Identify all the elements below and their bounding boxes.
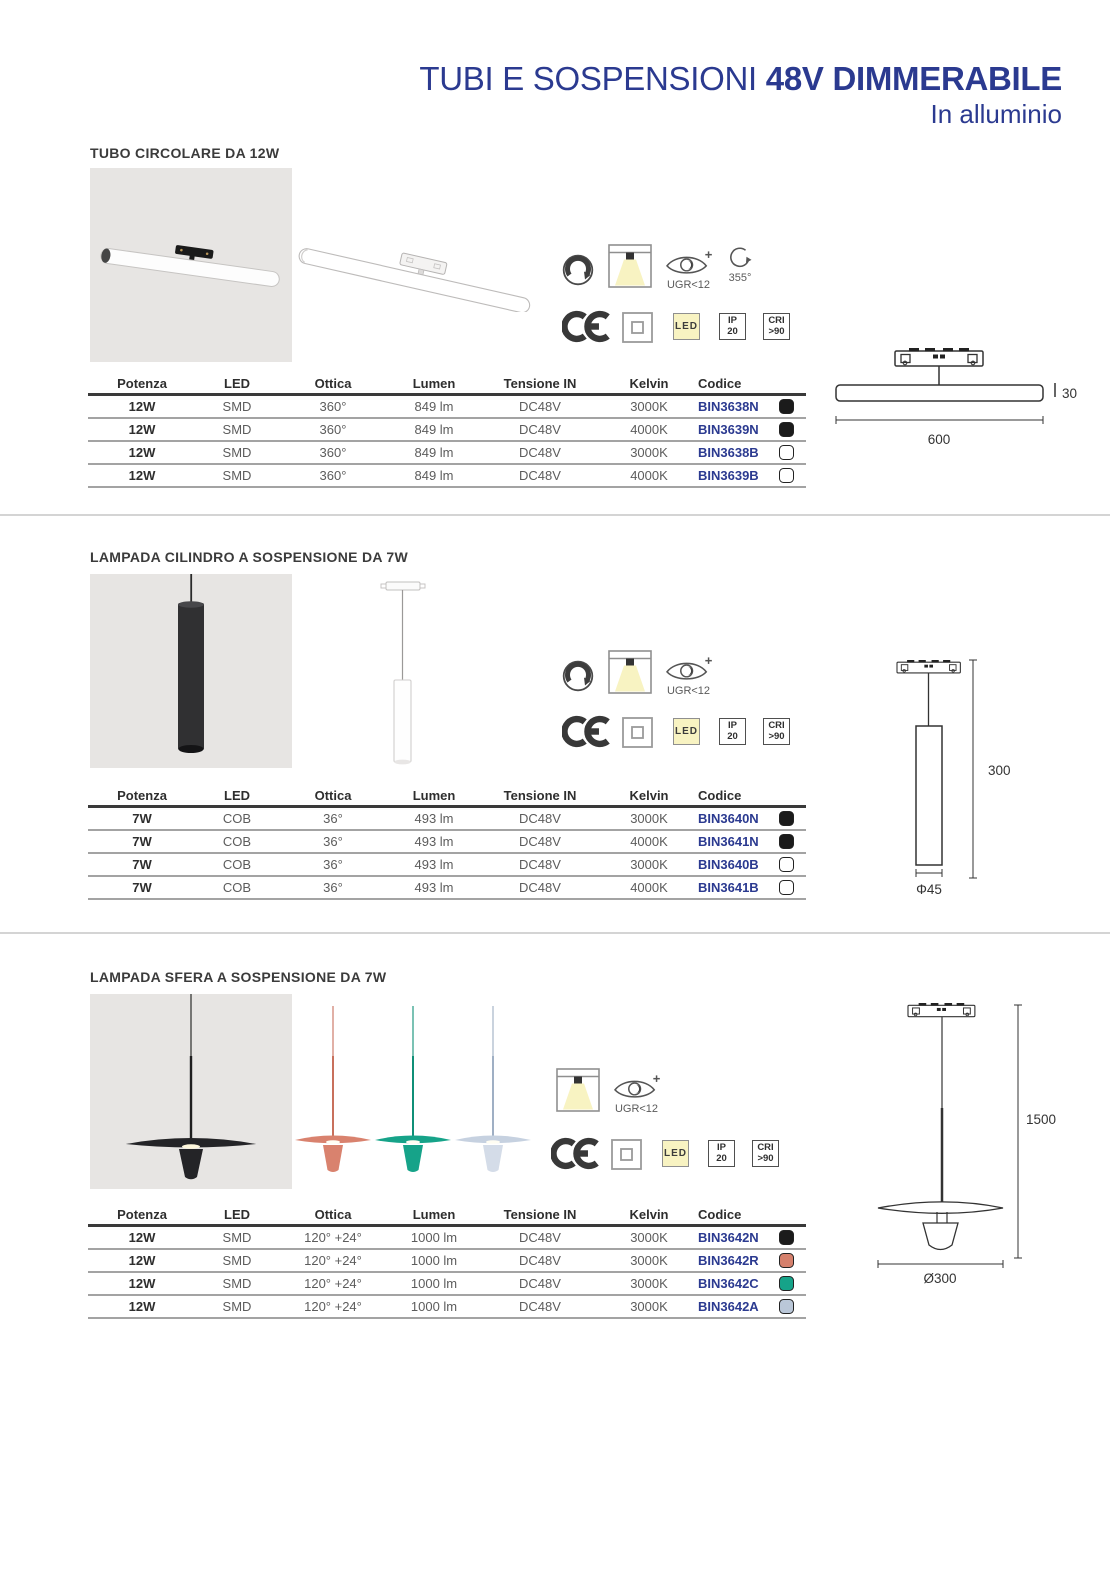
table-row [88, 1296, 806, 1319]
section-heading-tubo: TUBO CIRCOLARE DA 12W [90, 145, 280, 161]
cell-tensione: DC48V [519, 1253, 561, 1268]
product-photo-tube-black [90, 168, 292, 362]
cell-ottica: 36° [323, 834, 343, 849]
downlight-beam-icon [608, 650, 652, 694]
tech-drawing-tube [828, 338, 1080, 453]
cell-ottica: 120° +24° [304, 1253, 362, 1268]
col-lumen: Lumen [412, 375, 456, 391]
feature-icons-row1-s1 [562, 244, 752, 291]
product-photo-disc-black [90, 994, 292, 1189]
col-kelvin: Kelvin [629, 787, 669, 803]
col-ottica: Ottica [314, 787, 352, 803]
table-row [88, 1227, 806, 1250]
color-swatch-cell [766, 1253, 806, 1268]
page-title-regular: TUBI E SOSPENSIONI [419, 60, 766, 97]
table-row [88, 808, 806, 831]
ip-badge-bottom: 20 [727, 730, 738, 742]
cell-lumen: 1000 lm [410, 1276, 458, 1291]
color-swatch [779, 1299, 794, 1314]
table-header-row [88, 373, 806, 396]
cell-lumen: 849 lm [414, 399, 454, 414]
cell-codice: BIN3642N [698, 1230, 759, 1245]
table-row [88, 877, 806, 900]
table-row [88, 854, 806, 877]
section-divider [0, 932, 1110, 934]
cell-lumen: 493 lm [414, 834, 454, 849]
tech-drawing-pendant [866, 998, 1056, 1298]
page-header [419, 60, 1062, 128]
dimmable-icon [562, 254, 594, 286]
pendant-coral [295, 1006, 371, 1172]
cell-lumen: 493 lm [414, 880, 454, 895]
color-swatch-cell [766, 1276, 806, 1291]
col-ottica: Ottica [314, 375, 352, 391]
led-badge [662, 1140, 689, 1167]
product-photo-cylinder-black [90, 574, 292, 768]
surface-mount-icon [611, 1139, 642, 1175]
cell-codice: BIN3642R [698, 1253, 759, 1268]
cell-kelvin: 3000K [630, 1230, 668, 1245]
cell-codice: BIN3642C [698, 1276, 759, 1291]
cell-codice: BIN3639N [698, 422, 759, 437]
cell-kelvin: 4000K [630, 468, 668, 483]
tech-drawing-cylinder [880, 648, 1025, 900]
color-swatch [779, 834, 794, 849]
cell-ottica: 360° [319, 445, 347, 460]
cell-potenza: 12W [128, 422, 156, 437]
led-badge [673, 313, 700, 340]
cell-codice: BIN3638N [698, 399, 759, 414]
dim-width-3: Ø300 [923, 1271, 957, 1286]
color-swatch-cell [766, 811, 806, 826]
col-ottica: Ottica [314, 1206, 352, 1222]
color-swatch [779, 445, 794, 460]
ip20-badge [719, 718, 746, 745]
table-row [88, 396, 806, 419]
color-swatch-cell [766, 880, 806, 895]
table-header-row [88, 785, 806, 808]
cri-badge-bottom: >90 [768, 730, 785, 742]
cell-kelvin: 3000K [630, 445, 668, 460]
feature-icons-row1-s3 [556, 1068, 660, 1115]
cell-potenza: 12W [128, 1276, 156, 1291]
cell-led: COB [222, 880, 252, 895]
cert-icons-row-s2 [562, 714, 790, 754]
cell-tensione: DC48V [519, 468, 561, 483]
ce-mark-icon [562, 714, 612, 754]
cell-kelvin: 3000K [630, 399, 668, 414]
color-swatch [779, 880, 794, 895]
cell-potenza: 7W [132, 811, 152, 826]
col-tensione: Tensione IN [503, 375, 577, 391]
color-swatch [779, 811, 794, 826]
dimmable-icon [562, 660, 594, 692]
cell-codice: BIN3639B [698, 468, 759, 483]
cell-lumen: 493 lm [414, 811, 454, 826]
ugr-eye-icon [613, 1074, 660, 1115]
rotation-icon [728, 247, 752, 284]
cell-potenza: 7W [132, 880, 152, 895]
cri-badge [763, 718, 790, 745]
surface-mount-icon [622, 717, 653, 753]
color-swatch-cell [766, 1230, 806, 1245]
cell-potenza: 12W [128, 1299, 156, 1314]
product-photo-tube-white [296, 236, 546, 312]
cell-led: COB [222, 857, 252, 872]
cell-codice: BIN3642A [698, 1299, 759, 1314]
ugr-label: UGR<12 [666, 685, 711, 697]
col-led: LED [224, 1206, 250, 1222]
color-swatch-cell [766, 857, 806, 872]
cert-icons-row-s1 [562, 309, 790, 349]
section-divider [0, 514, 1110, 516]
table-row [88, 442, 806, 465]
ip-badge-top: IP [728, 719, 737, 731]
col-potenza: Potenza [117, 1206, 167, 1222]
ugr-eye-icon [665, 250, 712, 291]
color-swatch-cell [766, 399, 806, 414]
cell-potenza: 12W [128, 1253, 156, 1268]
cell-kelvin: 3000K [630, 1253, 668, 1268]
color-swatch-cell [766, 1299, 806, 1314]
table-row [88, 1273, 806, 1296]
cell-led: SMD [222, 1299, 252, 1314]
cell-potenza: 12W [128, 468, 156, 483]
cri-badge-bottom: >90 [757, 1152, 774, 1164]
col-kelvin: Kelvin [629, 1206, 669, 1222]
page-subtitle: In alluminio [930, 99, 1062, 129]
pendant-teal [375, 1006, 451, 1172]
led-badge-label: LED [675, 320, 698, 332]
cell-codice: BIN3641N [698, 834, 759, 849]
feature-icons-row1-s2 [562, 650, 712, 697]
col-tensione: Tensione IN [503, 1206, 577, 1222]
section-heading-cilindro: LAMPADA CILINDRO A SOSPENSIONE DA 7W [90, 549, 409, 565]
cell-lumen: 849 lm [414, 445, 454, 460]
cell-tensione: DC48V [519, 1276, 561, 1291]
cell-ottica: 360° [319, 468, 347, 483]
col-lumen: Lumen [412, 787, 456, 803]
ce-mark-icon [551, 1136, 601, 1176]
cell-ottica: 360° [319, 422, 347, 437]
spec-table-sfera [88, 1204, 806, 1319]
cell-tensione: DC48V [519, 1299, 561, 1314]
color-swatch [779, 468, 794, 483]
cell-potenza: 7W [132, 857, 152, 872]
dim-height-1: 30 [1062, 386, 1078, 401]
dim-height-2: 300 [988, 763, 1011, 778]
color-swatch [779, 399, 794, 414]
col-led: LED [224, 375, 250, 391]
cell-ottica: 120° +24° [304, 1230, 362, 1245]
cell-potenza: 12W [128, 1230, 156, 1245]
cell-led: COB [222, 834, 252, 849]
cell-led: SMD [222, 1276, 252, 1291]
table-row [88, 831, 806, 854]
pendant-azure [455, 1006, 531, 1172]
spec-table-cilindro [88, 785, 806, 900]
cri-badge-bottom: >90 [768, 325, 785, 337]
ugr-eye-icon [665, 656, 712, 697]
cell-tensione: DC48V [519, 422, 561, 437]
cell-tensione: DC48V [519, 1230, 561, 1245]
cell-tensione: DC48V [519, 445, 561, 460]
cell-lumen: 493 lm [414, 857, 454, 872]
col-potenza: Potenza [117, 375, 167, 391]
cell-codice: BIN3641B [698, 880, 759, 895]
surface-mount-icon [622, 312, 653, 348]
table-header-row [88, 1204, 806, 1227]
table-row [88, 465, 806, 488]
cri-badge-top: CRI [768, 314, 785, 326]
dim-height-3: 1500 [1026, 1112, 1056, 1127]
color-swatch [779, 1276, 794, 1291]
cell-led: COB [222, 811, 252, 826]
col-codice: Codice [698, 1206, 742, 1222]
color-swatch [779, 857, 794, 872]
product-photo-cylinder-white [372, 574, 442, 770]
cell-led: SMD [222, 1253, 252, 1268]
cell-kelvin: 4000K [630, 422, 668, 437]
ip20-badge [708, 1140, 735, 1167]
ip-badge-top: IP [717, 1141, 726, 1153]
page-title-bold: 48V DIMMERABILE [765, 60, 1062, 97]
color-swatch [779, 422, 794, 437]
cell-kelvin: 4000K [630, 880, 668, 895]
cell-kelvin: 3000K [630, 857, 668, 872]
dim-width-2: Φ45 [916, 882, 942, 897]
cell-lumen: 1000 lm [410, 1253, 458, 1268]
cell-codice: BIN3640N [698, 811, 759, 826]
color-swatch-cell [766, 834, 806, 849]
cell-codice: BIN3640B [698, 857, 759, 872]
table-row [88, 419, 806, 442]
cell-ottica: 120° +24° [304, 1299, 362, 1314]
table-row [88, 1250, 806, 1273]
color-swatch-cell [766, 422, 806, 437]
cell-lumen: 1000 lm [410, 1299, 458, 1314]
cell-ottica: 120° +24° [304, 1276, 362, 1291]
ce-mark-icon [562, 309, 612, 349]
col-tensione: Tensione IN [503, 787, 577, 803]
ip-badge-bottom: 20 [716, 1152, 727, 1164]
cell-kelvin: 3000K [630, 811, 668, 826]
cell-tensione: DC48V [519, 857, 561, 872]
cell-ottica: 36° [323, 880, 343, 895]
color-swatch-cell [766, 445, 806, 460]
cell-led: SMD [222, 445, 252, 460]
col-lumen: Lumen [412, 1206, 456, 1222]
cell-kelvin: 3000K [630, 1276, 668, 1291]
cell-potenza: 12W [128, 399, 156, 414]
cell-potenza: 7W [132, 834, 152, 849]
cell-lumen: 849 lm [414, 422, 454, 437]
cell-lumen: 1000 lm [410, 1230, 458, 1245]
product-photo-disc-colors [293, 994, 538, 1189]
cell-lumen: 849 lm [414, 468, 454, 483]
downlight-beam-icon [556, 1068, 600, 1112]
cri-badge-top: CRI [757, 1141, 774, 1153]
cell-tensione: DC48V [519, 880, 561, 895]
cell-led: SMD [222, 1230, 252, 1245]
cell-tensione: DC48V [519, 834, 561, 849]
cert-icons-row-s3 [551, 1136, 779, 1176]
color-swatch [779, 1230, 794, 1245]
cell-ottica: 36° [323, 857, 343, 872]
cri-badge [763, 313, 790, 340]
cell-led: SMD [222, 422, 252, 437]
col-kelvin: Kelvin [629, 375, 669, 391]
ip20-badge [719, 313, 746, 340]
ugr-label: UGR<12 [614, 1103, 659, 1115]
rotation-label: 355° [728, 272, 752, 284]
cell-ottica: 360° [319, 399, 347, 414]
col-codice: Codice [698, 375, 742, 391]
led-badge [673, 718, 700, 745]
ugr-label: UGR<12 [666, 279, 711, 291]
cell-tensione: DC48V [519, 399, 561, 414]
cell-kelvin: 4000K [630, 834, 668, 849]
led-badge-label: LED [664, 1147, 687, 1159]
cri-badge [752, 1140, 779, 1167]
cell-codice: BIN3638B [698, 445, 759, 460]
cell-kelvin: 3000K [630, 1299, 668, 1314]
col-led: LED [224, 787, 250, 803]
col-codice: Codice [698, 787, 742, 803]
spec-table-tubo [88, 373, 806, 488]
cri-badge-top: CRI [768, 719, 785, 731]
cell-led: SMD [222, 399, 252, 414]
led-badge-label: LED [675, 725, 698, 737]
col-potenza: Potenza [117, 787, 167, 803]
dim-width-1: 600 [927, 432, 951, 447]
color-swatch-cell [766, 468, 806, 483]
cell-tensione: DC48V [519, 811, 561, 826]
cell-potenza: 12W [128, 445, 156, 460]
color-swatch [779, 1253, 794, 1268]
cell-ottica: 36° [323, 811, 343, 826]
section-heading-sfera: LAMPADA SFERA A SOSPENSIONE DA 7W [90, 969, 387, 985]
downlight-beam-icon [608, 244, 652, 288]
ip-badge-top: IP [728, 314, 737, 326]
ip-badge-bottom: 20 [727, 325, 738, 337]
cell-led: SMD [222, 468, 252, 483]
page-title [419, 60, 1062, 98]
